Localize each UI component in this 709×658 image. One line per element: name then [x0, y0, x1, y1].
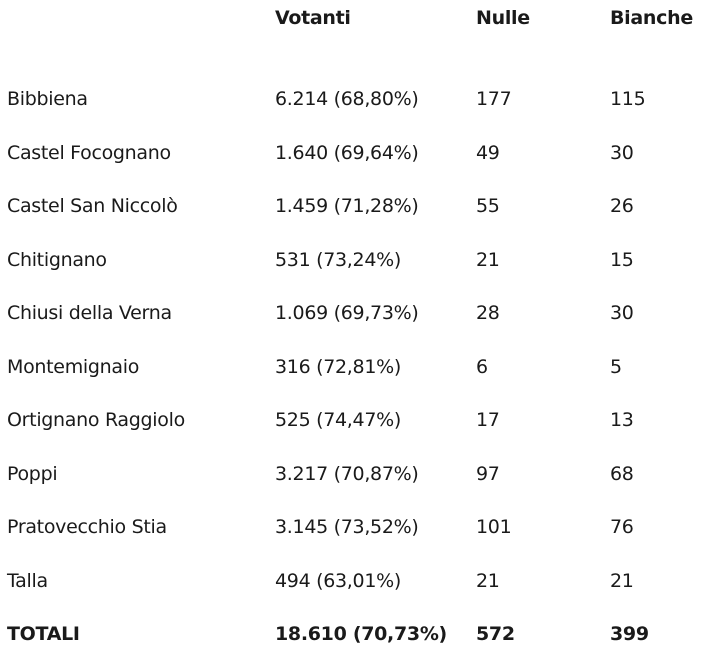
cell-votanti: 316 (72,81%) [275, 356, 401, 378]
totals-bianche: 399 [610, 623, 649, 645]
totals-votanti: 18.610 (70,73%) [275, 623, 447, 645]
table-row [0, 567, 709, 597]
cell-votanti: 494 (63,01%) [275, 570, 401, 592]
cell-bianche: 76 [610, 516, 634, 538]
cell-bianche: 21 [610, 570, 634, 592]
cell-nulle: 21 [476, 570, 500, 592]
cell-comune: Poppi [7, 463, 58, 485]
cell-nulle: 17 [476, 409, 500, 431]
cell-comune: Ortignano Raggiolo [7, 409, 185, 431]
table-row [0, 460, 709, 490]
cell-bianche: 15 [610, 249, 634, 271]
totals-nulle: 572 [476, 623, 515, 645]
cell-votanti: 3.217 (70,87%) [275, 463, 419, 485]
cell-comune: Chiusi della Verna [7, 302, 172, 324]
cell-comune: Bibbiena [7, 88, 88, 110]
table-row [0, 139, 709, 169]
header-nulle: Nulle [476, 7, 530, 29]
cell-votanti: 3.145 (73,52%) [275, 516, 419, 538]
cell-bianche: 68 [610, 463, 634, 485]
cell-comune: Chitignano [7, 249, 107, 271]
cell-bianche: 26 [610, 195, 634, 217]
totals-label: TOTALI [7, 623, 80, 645]
cell-bianche: 30 [610, 302, 634, 324]
cell-comune: Castel Focognano [7, 142, 171, 164]
table-row [0, 192, 709, 222]
table-row [0, 353, 709, 383]
cell-nulle: 6 [476, 356, 488, 378]
cell-votanti: 1.459 (71,28%) [275, 195, 419, 217]
cell-nulle: 97 [476, 463, 500, 485]
cell-votanti: 1.640 (69,64%) [275, 142, 419, 164]
header-bianche: Bianche [610, 7, 693, 29]
cell-nulle: 49 [476, 142, 500, 164]
cell-bianche: 115 [610, 88, 646, 110]
header-votanti: Votanti [275, 7, 351, 29]
cell-votanti: 531 (73,24%) [275, 249, 401, 271]
table-row [0, 406, 709, 436]
table-row [0, 513, 709, 543]
table-row [0, 85, 709, 115]
cell-comune: Castel San Niccolò [7, 195, 178, 217]
cell-bianche: 5 [610, 356, 622, 378]
cell-bianche: 30 [610, 142, 634, 164]
table-header-row [0, 4, 709, 34]
cell-bianche: 13 [610, 409, 634, 431]
cell-votanti: 1.069 (69,73%) [275, 302, 419, 324]
cell-nulle: 55 [476, 195, 500, 217]
cell-nulle: 21 [476, 249, 500, 271]
cell-nulle: 177 [476, 88, 512, 110]
cell-nulle: 101 [476, 516, 512, 538]
table-row [0, 299, 709, 329]
cell-comune: Talla [7, 570, 48, 592]
cell-votanti: 525 (74,47%) [275, 409, 401, 431]
cell-comune: Montemignaio [7, 356, 140, 378]
cell-nulle: 28 [476, 302, 500, 324]
cell-votanti: 6.214 (68,80%) [275, 88, 419, 110]
totals-row [0, 620, 709, 650]
cell-comune: Pratovecchio Stia [7, 516, 167, 538]
table-row [0, 246, 709, 276]
